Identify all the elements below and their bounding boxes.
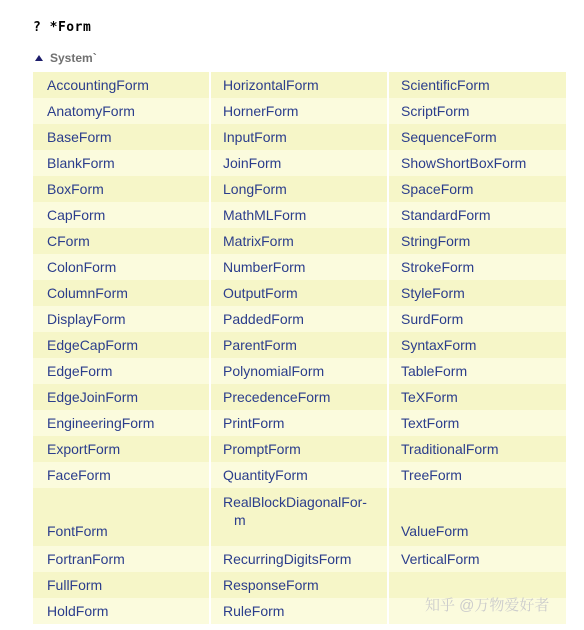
symbol-link[interactable]: FaceForm bbox=[33, 462, 211, 488]
page-title: ? *Form bbox=[33, 20, 92, 35]
symbol-link[interactable] bbox=[211, 488, 389, 546]
symbol-link[interactable]: ValueForm bbox=[389, 488, 566, 546]
symbol-link[interactable]: TeXForm bbox=[389, 384, 566, 410]
symbol-link[interactable]: OutputForm bbox=[211, 280, 389, 306]
table-row bbox=[33, 462, 566, 488]
symbol-link[interactable]: FontForm bbox=[33, 488, 211, 546]
table-row bbox=[33, 98, 566, 124]
symbol-link[interactable]: InputForm bbox=[211, 124, 389, 150]
table-row bbox=[33, 436, 566, 462]
symbol-link[interactable]: HornerForm bbox=[211, 98, 389, 124]
symbol-link[interactable]: ParentForm bbox=[211, 332, 389, 358]
symbol-link[interactable]: StringForm bbox=[389, 228, 566, 254]
symbol-link[interactable]: RuleForm bbox=[211, 598, 389, 624]
symbol-link[interactable]: TableForm bbox=[389, 358, 566, 384]
symbol-link[interactable]: VerticalForm bbox=[389, 546, 566, 572]
symbol-link[interactable]: EdgeJoinForm bbox=[33, 384, 211, 410]
symbol-link[interactable]: EdgeForm bbox=[33, 358, 211, 384]
symbol-link[interactable]: AnatomyForm bbox=[33, 98, 211, 124]
symbol-link[interactable]: AccountingForm bbox=[33, 72, 211, 98]
symbol-link[interactable]: SequenceForm bbox=[389, 124, 566, 150]
symbol-link[interactable]: BaseForm bbox=[33, 124, 211, 150]
table-row bbox=[33, 358, 566, 384]
symbol-link[interactable]: PrintForm bbox=[211, 410, 389, 436]
symbol-grid bbox=[33, 72, 566, 624]
table-row bbox=[33, 384, 566, 410]
watermark: 知乎 @万物爱好者 bbox=[425, 597, 550, 614]
symbol-link[interactable]: PrecedenceForm bbox=[211, 384, 389, 410]
symbol-link[interactable]: HorizontalForm bbox=[211, 72, 389, 98]
symbol-link[interactable]: StrokeForm bbox=[389, 254, 566, 280]
symbol-link[interactable]: LongForm bbox=[211, 176, 389, 202]
symbol-link[interactable]: QuantityForm bbox=[211, 462, 389, 488]
section-label: System` bbox=[50, 51, 97, 65]
table-row bbox=[33, 280, 566, 306]
symbol-link[interactable]: TraditionalForm bbox=[389, 436, 566, 462]
symbol-link[interactable]: CapForm bbox=[33, 202, 211, 228]
symbol-link[interactable]: BlankForm bbox=[33, 150, 211, 176]
symbol-link[interactable]: ScriptForm bbox=[389, 98, 566, 124]
symbol-link[interactable]: ColonForm bbox=[33, 254, 211, 280]
symbol-link[interactable]: FullForm bbox=[33, 572, 211, 598]
symbol-link[interactable]: MathMLForm bbox=[211, 202, 389, 228]
symbol-link-line2[interactable]: m bbox=[234, 512, 246, 528]
symbol-link[interactable]: ResponseForm bbox=[211, 572, 389, 598]
symbol-link-line1[interactable]: RealBlockDiagonalFor- bbox=[223, 494, 367, 510]
symbol-link[interactable]: ExportForm bbox=[33, 436, 211, 462]
symbol-link[interactable]: ScientificForm bbox=[389, 72, 566, 98]
symbol-link[interactable]: MatrixForm bbox=[211, 228, 389, 254]
symbol-link[interactable]: SyntaxForm bbox=[389, 332, 566, 358]
table-row bbox=[33, 228, 566, 254]
symbol-link[interactable]: NumberForm bbox=[211, 254, 389, 280]
symbol-link[interactable]: ShowShortBoxForm bbox=[389, 150, 566, 176]
symbol-link[interactable]: TreeForm bbox=[389, 462, 566, 488]
symbol-link[interactable]: StyleForm bbox=[389, 280, 566, 306]
symbol-link[interactable]: CForm bbox=[33, 228, 211, 254]
symbol-link[interactable]: HoldForm bbox=[33, 598, 211, 624]
collapse-triangle-icon[interactable] bbox=[35, 55, 43, 61]
table-row bbox=[33, 150, 566, 176]
table-row bbox=[33, 124, 566, 150]
symbol-link[interactable]: EdgeCapForm bbox=[33, 332, 211, 358]
symbol-link[interactable]: RecurringDigitsForm bbox=[211, 546, 389, 572]
symbol-link[interactable]: PaddedForm bbox=[211, 306, 389, 332]
symbol-link[interactable]: DisplayForm bbox=[33, 306, 211, 332]
table-row bbox=[33, 176, 566, 202]
symbol-link[interactable]: StandardForm bbox=[389, 202, 566, 228]
symbol-link[interactable]: ColumnForm bbox=[33, 280, 211, 306]
table-row bbox=[33, 332, 566, 358]
table-row bbox=[33, 306, 566, 332]
symbol-link[interactable]: SurdForm bbox=[389, 306, 566, 332]
symbol-link[interactable]: FortranForm bbox=[33, 546, 211, 572]
section-header-system[interactable] bbox=[35, 51, 97, 65]
table-row bbox=[33, 202, 566, 228]
symbol-link[interactable]: BoxForm bbox=[33, 176, 211, 202]
table-row bbox=[33, 72, 566, 98]
table-row bbox=[33, 546, 566, 572]
symbol-link[interactable]: JoinForm bbox=[211, 150, 389, 176]
symbol-link[interactable]: PromptForm bbox=[211, 436, 389, 462]
table-row bbox=[33, 410, 566, 436]
symbol-link[interactable]: EngineeringForm bbox=[33, 410, 211, 436]
table-row bbox=[33, 488, 566, 546]
symbol-link[interactable]: SpaceForm bbox=[389, 176, 566, 202]
table-row bbox=[33, 254, 566, 280]
symbol-link[interactable]: TextForm bbox=[389, 410, 566, 436]
symbol-link[interactable]: PolynomialForm bbox=[211, 358, 389, 384]
